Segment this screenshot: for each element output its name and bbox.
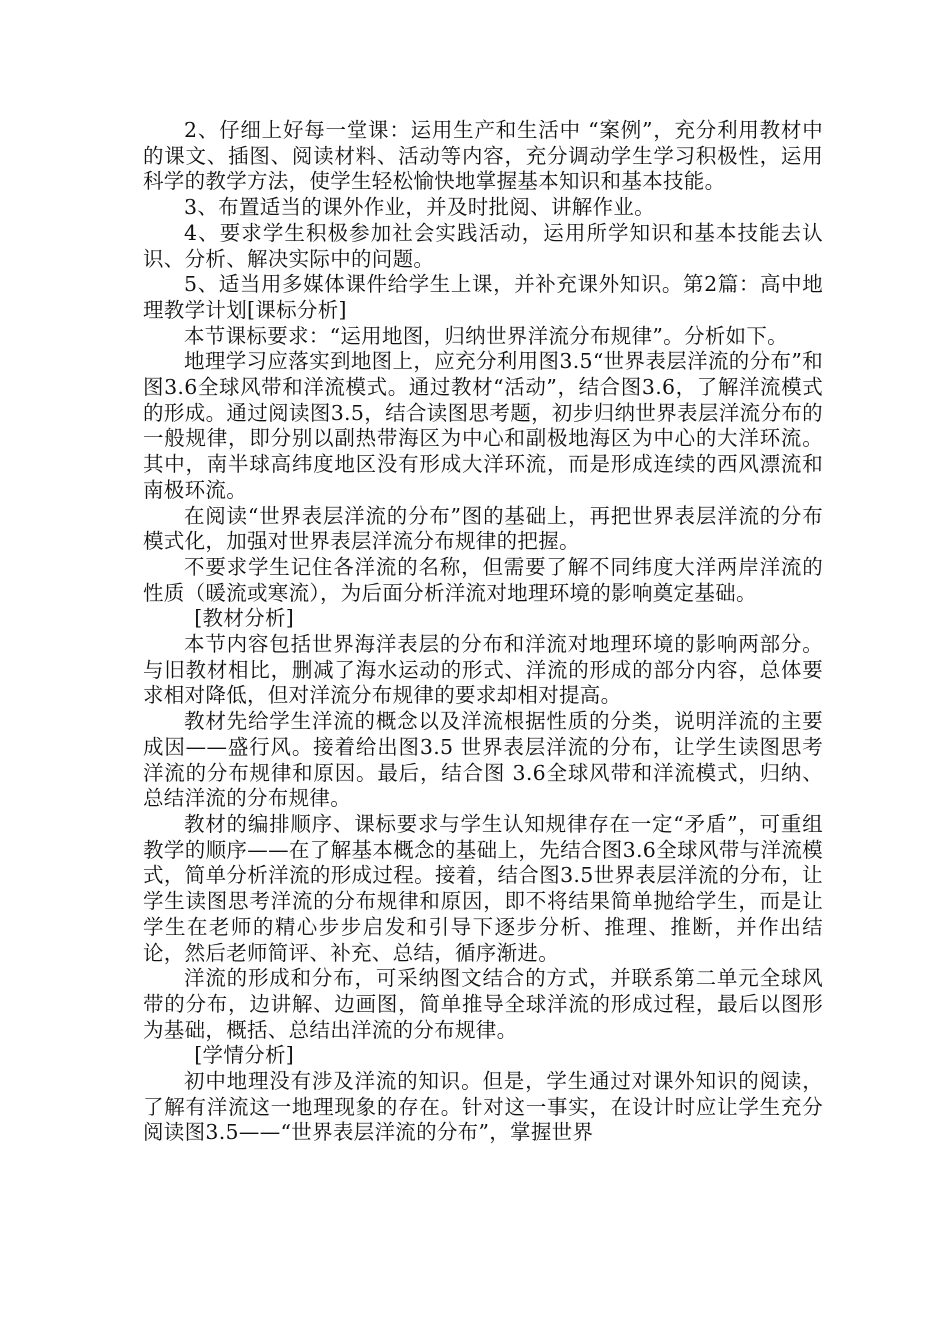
paragraph-formation-distribution: 洋流的形成和分布，可采纳图文结合的方式，并联系第二单元全球风带的分布，边讲解、边画图，简单推导全球洋流的形成过程，最后以图形为基础，概括、总结出洋流的分布规律。 [143, 966, 823, 1042]
section-heading-textbook-analysis: [教材分析] [194, 606, 295, 631]
paragraph-standard-requirement: 本节课标要求：“运用地图，归纳世界洋流分布规律”。分析如下。 [184, 323, 788, 348]
paragraph-map-learning: 地理学习应落实到地图上，应充分利用图3.5“世界表层洋流的分布”和图3.6全球风带和洋流模式。通过教材“活动”，结合图3.6，了解洋流模式的形成。通过阅读图3.5，结合读图思考题，初步归纳世界表层洋流分布的一般规律，即分别以副热带海区为中心和副极地海区为中心的大洋环流。其中，南半球高纬度地区没有形成大洋环流，而是形成连续的西风漂流和南极环流。 [143, 349, 823, 502]
paragraph-method-homework: 3、布置适当的课外作业，并及时批阅、讲解作业。 [184, 195, 655, 220]
paragraph-student-analysis: 初中地理没有涉及洋流的知识。但是，学生通过对课外知识的阅读，了解有洋流这一地理现象的存在。针对这一事实，在设计时应让学生充分阅读图3.5——“世界表层洋流的分布”，掌握世界 [143, 1069, 823, 1145]
paragraph-method-practice: 4、要求学生积极参加社会实践活动，运用所学知识和基本技能去认识、分析、解决实际中的问题。 [143, 220, 823, 271]
document-page [143, 118, 823, 1146]
paragraph-map-pattern: 在阅读“世界表层洋流的分布”图的基础上，再把世界表层洋流的分布模式化，加强对世界表层洋流分布规律的把握。 [143, 503, 823, 554]
section-heading-student-analysis: [学情分析] [194, 1043, 295, 1068]
paragraph-textbook-content: 本节内容包括世界海洋表层的分布和洋流对地理环境的影响两部分。与旧教材相比，删减了海水运动的形式、洋流的形成的部分内容，总体要求相对降低，但对洋流分布规律的要求却相对提高。 [143, 632, 823, 708]
paragraph-teaching-sequence: 教材的编排顺序、课标要求与学生认知规律存在一定“矛盾”，可重组教学的顺序——在了解基本概念的基础上，先结合图3.6全球风带与洋流模式，简单分析洋流的形成过程。接着，结合图3.5世界表层洋流的分布，让学生读图思考洋流的分布规律和原因，即不将结果简单抛给学生，而是让学生在老师的精心步步启发和引导下逐步分析、推理、推断，并作出结论，然后老师简评、补充、总结，循序渐进。 [143, 811, 823, 965]
paragraph-textbook-order: 教材先给学生洋流的概念以及洋流根据性质的分类，说明洋流的主要成因——盛行风。接着给出图3.5 世界表层洋流的分布，让学生读图思考洋流的分布规律和原因。最后，结合图 3.6全球风带和洋流模式，归纳、总结洋流的分布规律。 [143, 709, 823, 811]
paragraph-current-names: 不要求学生记住各洋流的名称，但需要了解不同纬度大洋两岸洋流的性质（暖流或寒流），为后面分析洋流对地理环境的影响奠定基础。 [143, 554, 823, 605]
paragraph-method-multimedia: 5、适当用多媒体课件给学生上课，并补充课外知识。第2篇：高中地理教学计划[课标分析] [143, 272, 823, 322]
paragraph-method-lesson: 2、仔细上好每一堂课：运用生产和生活中 “案例”，充分利用教材中的课文、插图、阅读材料、活动等内容，充分调动学生学习积极性，运用科学的教学方法，使学生轻松愉快地掌握基本知识和基本技能。 [143, 118, 823, 194]
